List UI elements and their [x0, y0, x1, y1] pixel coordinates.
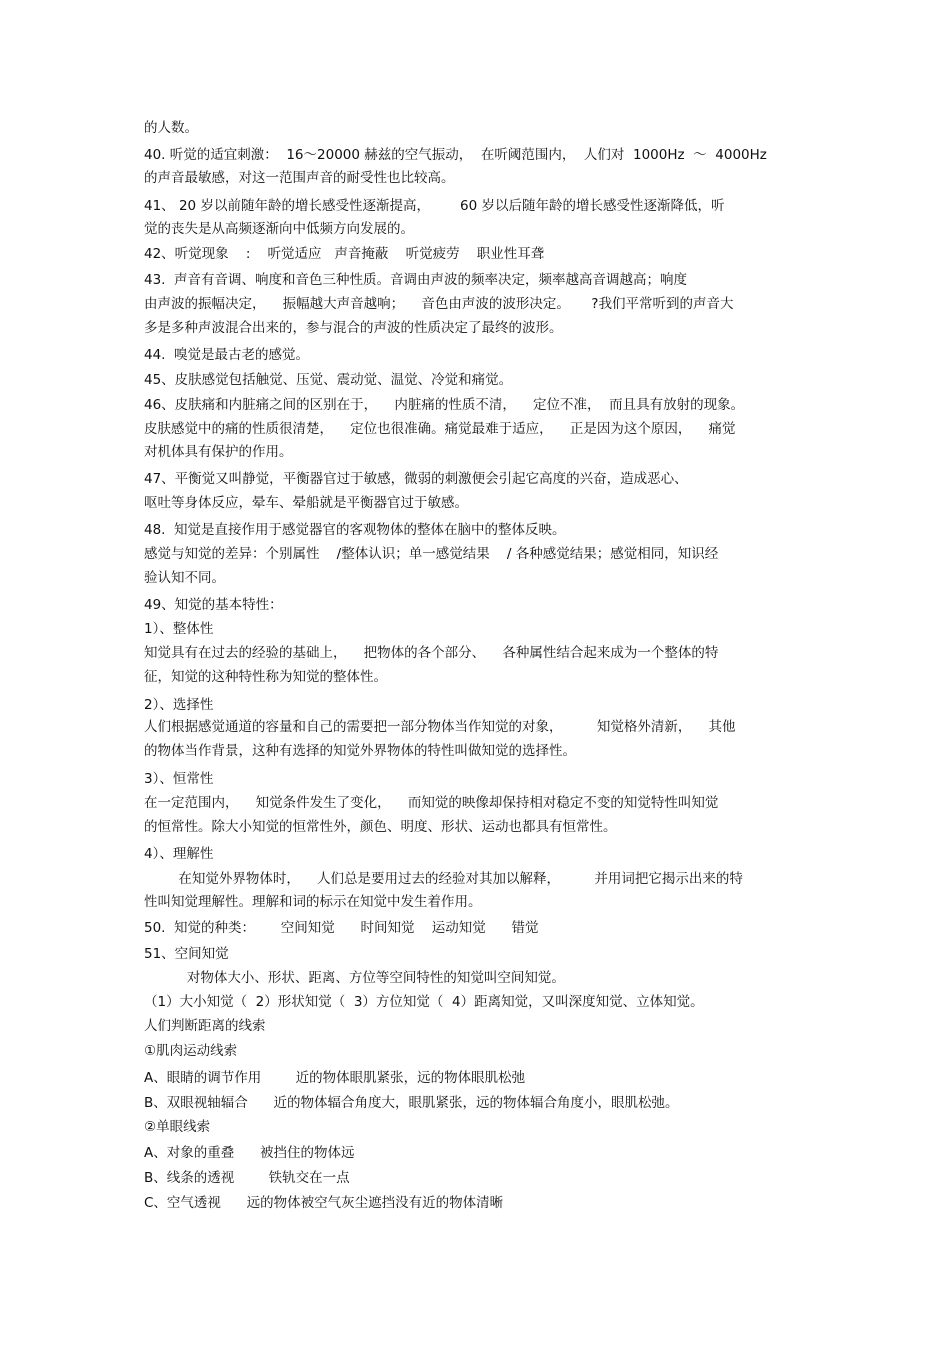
text-line: 43. 声音有音调、响度和音色三种性质。音调由声波的频率决定，频率越高音调越高；响度: [144, 272, 688, 288]
text-line: 41、 20 岁以前随年龄的增长感受性逐渐提高， 60 岁以后随年龄的增长感受性逐渐降低，听: [144, 198, 725, 214]
text-line: 在一定范围内， 知觉条件发生了变化， 而知觉的映像却保持相对稳定不变的知觉特性叫知觉: [144, 795, 719, 811]
text-line: 49、知觉的基本特性：: [144, 597, 283, 613]
text-line: 50. 知觉的种类： 空间知觉 时间知觉 运动知觉 错觉: [144, 920, 539, 936]
text-line: 的物体当作背景，这种有选择的知觉外界物体的特性叫做知觉的选择性。: [144, 743, 576, 759]
text-line: 48. 知觉是直接作用于感觉器官的客观物体的整体在脑中的整体反映。: [144, 522, 566, 538]
text-line: 皮肤感觉中的痛的性质很清楚， 定位也很准确。痛觉最难于适应， 正是因为这个原因， 痛觉: [144, 421, 736, 437]
text-line: 感觉与知觉的差异：个别属性 /整体认识；单一感觉结果 / 各种感觉结果；感觉相同，知识经: [144, 546, 719, 562]
text-line: （1）大小知觉（ 2）形状知觉（ 3）方位知觉（ 4）距离知觉，又叫深度知觉、立体知觉。: [144, 994, 704, 1010]
text-line: 1）、整体性: [144, 621, 214, 637]
text-line: 人们根据感觉通道的容量和自己的需要把一部分物体当作知觉的对象， 知觉格外清新， 其他: [144, 719, 736, 735]
text-line: 4）、理解性: [144, 846, 214, 862]
text-line: 的恒常性。除大小知觉的恒常性外，颜色、明度、形状、运动也都具有恒常性。: [144, 819, 617, 835]
text-line: 51、空间知觉: [144, 946, 229, 962]
text-line: 42、听觉现象 : 听觉适应 声音掩蔽 听觉疲劳 职业性耳聋: [144, 246, 545, 262]
text-line: ①肌肉运动线索: [144, 1043, 238, 1059]
text-line: 的声音最敏感，对这一范围声音的耐受性也比较高。: [144, 170, 455, 186]
text-line: A、对象的重叠 被挡住的物体远: [144, 1145, 355, 1161]
text-line: 由声波的振幅决定， 振幅越大声音越响； 音色由声波的波形决定。 ?我们平常听到的声音大: [144, 296, 734, 312]
text-line: 3）、恒常性: [144, 771, 214, 787]
text-line: A、眼睛的调节作用 近的物体眼肌紧张，远的物体眼肌松弛: [144, 1070, 526, 1086]
text-line: C、空气透视 远的物体被空气灰尘遮挡没有近的物体清晰: [144, 1195, 504, 1211]
text-line: 觉的丧失是从高频逐渐向中低频方向发展的。: [144, 221, 414, 237]
text-line: 44. 嗅觉是最古老的感觉。: [144, 347, 310, 363]
text-line: 多是多种声波混合出来的，参与混合的声波的性质决定了最终的波形。: [144, 320, 563, 336]
text-line: B、线条的透视 铁轨交在一点: [144, 1170, 350, 1186]
text-line: 45、皮肤感觉包括触觉、压觉、震动觉、温觉、冷觉和痛觉。: [144, 372, 513, 388]
text-line: 验认知不同。: [144, 570, 225, 586]
text-line: 40. 听觉的适宜刺激： 16～20000 赫兹的空气振动， 在听阈范围内， 人们对 1000Hz ～ 4000Hz: [144, 147, 767, 163]
text-line: 46、皮肤痛和内脏痛之间的区别在于， 内脏痛的性质不清， 定位不准， 而且具有放射的现象。: [144, 397, 745, 413]
text-line: 对机体具有保护的作用。: [144, 444, 293, 460]
text-line: 知觉具有在过去的经验的基础上， 把物体的各个部分、 各种属性结合起来成为一个整体的特: [144, 645, 719, 661]
text-line: 人们判断距离的线索: [144, 1018, 266, 1034]
text-line: 47、平衡觉又叫静觉，平衡器官过于敏感，微弱的刺激便会引起它高度的兴奋，造成恶心、: [144, 471, 688, 487]
text-line: 在知觉外界物体时， 人们总是要用过去的经验对其加以解释， 并用词把它揭示出来的特: [144, 871, 743, 887]
text-line: 对物体大小、形状、距离、方位等空间特性的知觉叫空间知觉。: [144, 970, 565, 986]
text-line: 征，知觉的这种特性称为知觉的整体性。: [144, 669, 387, 685]
text-line: 2）、选择性: [144, 697, 214, 713]
text-line: B、双眼视轴辐合 近的物体辐合角度大，眼肌紧张，远的物体辐合角度小，眼肌松弛。: [144, 1095, 679, 1111]
text-line: 性叫知觉理解性。理解和词的标示在知觉中发生着作用。: [144, 894, 482, 910]
text-line: 的人数。: [144, 120, 198, 136]
text-line: ②单眼线索: [144, 1119, 211, 1135]
text-line: 呕吐等身体反应，晕车、晕船就是平衡器官过于敏感。: [144, 495, 468, 511]
